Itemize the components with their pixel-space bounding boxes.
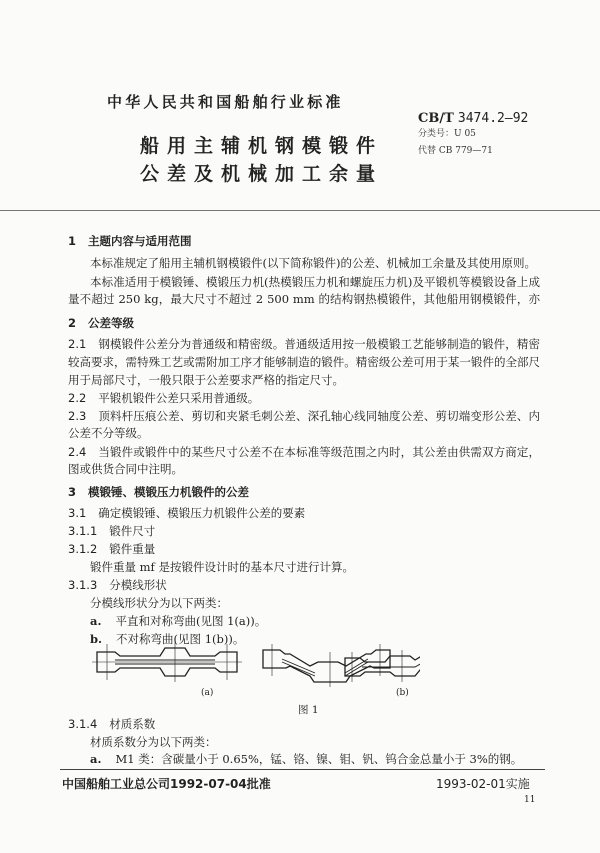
figure-caption-b: (b)	[396, 688, 409, 698]
s24-line-b: 图或供货合同中注明。	[68, 462, 183, 476]
standard-code	[418, 111, 528, 126]
document-title-line2: 公差及机械加工余量	[140, 163, 384, 185]
figure-a-symmetric-bent-forging	[263, 644, 390, 687]
s313-paragraph: 分模线形状分为以下两类：	[90, 596, 228, 610]
s1-paragraph-1: 本标准规定了船用主辅机钢模锻件(以下简称锻件)的公差、机械加工余量及其使用原则。	[90, 256, 536, 270]
s21-line-a: 2.1 钢模锻件公差分为普通级和精密级。普通级适用按一般模锻工艺能够制造的锻件，精密	[68, 337, 540, 351]
s313: 3.1.3 分模线形状	[68, 578, 167, 592]
approval-date: 中国船舶工业总公司1992-07-04批准	[62, 777, 271, 791]
replaces: 代替 CB 779—71	[418, 146, 493, 156]
s21-line-b: 较高要求，需特殊工艺或需附加工序才能够制造的锻件。精密级公差可用于某一锻件的全部尺	[68, 355, 540, 369]
section-1-heading: 1 主题内容与适用范围	[68, 234, 192, 248]
effective-date: 1993-02-01实施	[436, 777, 530, 791]
s21-line-c: 用于局部尺寸，一般只限于公差要求严格的指定尺寸。	[68, 373, 344, 387]
s31: 3.1 确定模锻锤、模锻压力机锻件公差的要素	[68, 506, 306, 520]
s313-item-b: b. 不对称弯曲(见图 1(b))。	[90, 632, 245, 646]
s314-paragraph: 材质系数分为以下两类：	[90, 735, 217, 749]
section-2-heading: 2 公差等级	[68, 316, 135, 330]
s23-line-a: 2.3 顶料杆压痕公差、剪切和夹紧毛刺公差、深孔轴心线同轴度公差、剪切端变形公差、内	[68, 409, 540, 423]
classification: 分类号：U 05	[418, 129, 476, 139]
s311: 3.1.1 锻件尺寸	[68, 524, 156, 538]
s23-line-b: 公差不分等级。	[68, 426, 149, 440]
s312-paragraph: 锻件重量 mf 是按锻件设计时的基本尺寸进行计算。	[90, 560, 354, 574]
figure-title: 图 1	[298, 704, 319, 716]
s314-item-a: a. M1 类：含碳量小于 0.65%，锰、铬、镍、钼、钒、钨合金总量小于 3%的钢。	[90, 752, 523, 766]
figure-a-flat-forging	[92, 642, 242, 682]
s1-paragraph-2a: 本标准适用于模锻锤、模锻压力机(热模锻压力机和螺旋压力机)及平锻机等模锻设备上成	[90, 275, 540, 289]
code-number: 3474.2—92	[457, 111, 529, 126]
figure-caption-a: (a)	[201, 688, 214, 698]
s314: 3.1.4 材质系数	[68, 717, 156, 731]
footer-divider	[60, 769, 545, 770]
s1-paragraph-2b: 量不超过 250 kg，最大尺寸不超过 2 500 mm 的结构钢热模锻件，其他船用钢模锻件，亦	[68, 292, 540, 306]
s22: 2.2 平锻机锻件公差只采用普通级。	[68, 391, 260, 405]
figure-1-drawing	[90, 642, 420, 687]
figure-b-asymmetric-bent-forging	[345, 642, 420, 682]
s312: 3.1.2 锻件重量	[68, 542, 156, 556]
document-title-line1: 船用主辅机钢模锻件	[140, 135, 384, 157]
section-3-heading: 3 模锻锤、模锻压力机锻件的公差	[68, 485, 250, 499]
header-divider	[0, 210, 600, 211]
standard-body: 中华人民共和国船舶行业标准	[107, 93, 344, 111]
code-prefix: CB/T	[418, 111, 454, 126]
s24-line-a: 2.4 当锻件或锻件中的某些尺寸公差不在本标准等级范围之内时，其公差由供需双方商定，	[68, 445, 540, 459]
s313-item-a: a. 平直和对称弯曲(见图 1(a))。	[90, 614, 267, 628]
page-number: 11	[524, 795, 536, 805]
